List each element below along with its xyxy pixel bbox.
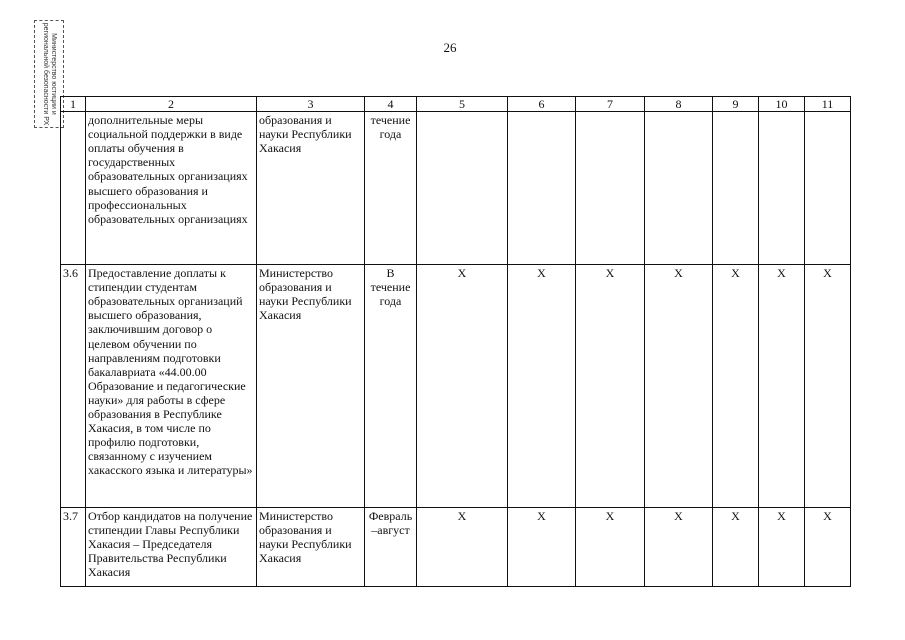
row-cell-11: Х xyxy=(805,265,851,508)
row-cell-9 xyxy=(713,112,759,265)
row-cell-11: Х xyxy=(805,508,851,587)
row-number xyxy=(61,112,86,265)
page-number: 26 xyxy=(443,40,457,55)
row-description: дополнительные меры социальной поддержки в виде оплаты обучения в государственных образовательных организациях высшего образования и профессиональных образовательных организациях xyxy=(86,112,257,265)
row-number: 3.7 xyxy=(61,508,86,587)
header-cell-4: 4 xyxy=(365,97,417,112)
row-executor: Министерство образования и науки Республики Хакасия xyxy=(257,508,365,587)
row-number: 3.6 xyxy=(61,265,86,508)
row-cell-11 xyxy=(805,112,851,265)
table-row xyxy=(61,508,851,587)
row-description: Отбор кандидатов на получение стипендии Главы Республики Хакасия – Председателя Правительства Республики Хакасия xyxy=(86,508,257,587)
row-cell-9: Х xyxy=(713,508,759,587)
row-executor: Министерство образования и науки Республики Хакасия xyxy=(257,265,365,508)
row-cell-10: Х xyxy=(759,265,805,508)
row-cell-8 xyxy=(645,112,713,265)
header-cell-1: 1 xyxy=(61,97,86,112)
row-cell-8: Х xyxy=(645,265,713,508)
row-cell-6: Х xyxy=(508,265,576,508)
row-period: течение года xyxy=(365,112,417,265)
table-row xyxy=(61,112,851,265)
row-cell-10 xyxy=(759,112,805,265)
row-period: В течение года xyxy=(365,265,417,508)
header-cell-8: 8 xyxy=(645,97,713,112)
stamp-text: Министерство юстиции и региональной безопасности РХ xyxy=(42,22,57,126)
row-cell-6 xyxy=(508,112,576,265)
header-cell-10: 10 xyxy=(759,97,805,112)
header-cell-5: 5 xyxy=(417,97,508,112)
row-cell-6: Х xyxy=(508,508,576,587)
row-period: Февраль –август xyxy=(365,508,417,587)
row-cell-9: Х xyxy=(713,265,759,508)
header-cell-3: 3 xyxy=(257,97,365,112)
row-description: Предоставление доплаты к стипендии студентам образовательных организаций высшего образования, заключившим договор о целевом обучении по направлениям подготовки бакалавриата «44.00.00 Образование и педагогические науки» для работы в сфере образования в Республике Хакасия, в том числе по профилю подготовки, связанному с изучением хакасского языка и литературы» xyxy=(86,265,257,508)
row-cell-5: Х xyxy=(417,508,508,587)
header-cell-2: 2 xyxy=(86,97,257,112)
row-cell-5 xyxy=(417,112,508,265)
row-cell-7: Х xyxy=(576,265,645,508)
row-cell-5: Х xyxy=(417,265,508,508)
header-cell-6: 6 xyxy=(508,97,576,112)
header-row xyxy=(61,97,851,112)
row-cell-7: Х xyxy=(576,508,645,587)
header-cell-11: 11 xyxy=(805,97,851,112)
table-row xyxy=(61,265,851,508)
row-cell-10: Х xyxy=(759,508,805,587)
header-cell-9: 9 xyxy=(713,97,759,112)
header-cell-7: 7 xyxy=(576,97,645,112)
row-executor: образования и науки Республики Хакасия xyxy=(257,112,365,265)
row-cell-7 xyxy=(576,112,645,265)
measures-table xyxy=(60,96,851,587)
row-cell-8: Х xyxy=(645,508,713,587)
